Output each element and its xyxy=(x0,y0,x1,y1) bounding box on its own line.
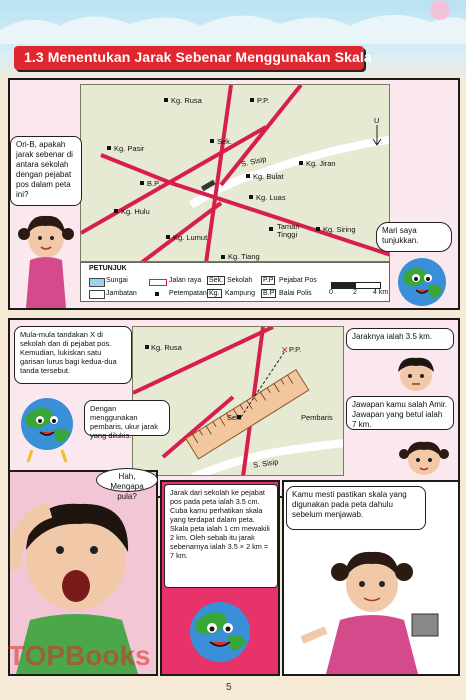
map-label-s-sisip: S. Sisip xyxy=(240,154,268,169)
map-label-kg-lumut: Kg. Lumut xyxy=(173,233,208,242)
legend-jambatan: Jambatan xyxy=(106,290,137,297)
map-label-kg-pasir: Kg. Pasir xyxy=(114,144,145,153)
speech-text-jawapan: Jawapan kamu salah Amir. Jawapan yang betul ialah 7 km. xyxy=(352,400,448,429)
map-label-kg-hulu: Kg. Hulu xyxy=(121,207,150,216)
page-number: 5 xyxy=(226,682,232,693)
speech-bubble-dengan xyxy=(84,400,170,440)
speech-text-mula: Mula-mula tandakan X di sekolah dan di pejabat pos. Kemudian, lukiskan satu garisan lurus bagi kedua-dua tanda tersebut. xyxy=(20,330,117,375)
speech-bubble-ori-b xyxy=(10,136,82,206)
speech-bubble-jarak-dari xyxy=(164,484,278,588)
girl-character-2 xyxy=(300,540,450,674)
speech-text-dengan: Dengan menggunakan pembaris, ukur jarak yang dilukis. xyxy=(90,404,158,440)
map2-label-pp: P.P. xyxy=(289,345,302,354)
scale-bar xyxy=(331,282,381,289)
girl-head-2 xyxy=(396,434,452,478)
legend-jalan-raya: Jalan raya xyxy=(169,277,202,284)
map-label-kg-luas: Kg. Luas xyxy=(256,193,286,202)
map2-label-s-sisip: S. Sisip xyxy=(252,457,279,470)
map-label-sek: Sek. xyxy=(217,137,233,146)
speech-text-ori-b: Ori-B, apakah jarak sebenar di antara sekolah dengan pejabat pos dalam peta ini? xyxy=(16,140,73,199)
legend-title: PETUNJUK xyxy=(89,265,127,272)
map-label-taman-tinggi: Taman Tinggi xyxy=(277,222,300,239)
globe-character-3 xyxy=(180,592,260,672)
legend-river-swatch xyxy=(89,278,105,287)
watermark-logo: TOPBooks xyxy=(8,640,151,671)
map2-label-kg-rusa: Kg. Rusa xyxy=(151,343,182,352)
map-label-bp: B.P. xyxy=(147,179,161,188)
map2-label-sek: Sek. xyxy=(227,413,243,422)
map-label-kg-bulat: Kg. Bulat xyxy=(253,172,284,181)
speech-bubble-jawapan xyxy=(346,396,454,430)
legend-sek-box: Sek. xyxy=(209,277,224,284)
speech-text-jaraknya: Jaraknya ialah 3.5 km. xyxy=(352,332,433,341)
speech-bubble-hah xyxy=(96,468,158,501)
cloud-decoration xyxy=(0,0,466,44)
speech-bubble-kamu-mesti xyxy=(286,486,426,530)
map-legend xyxy=(80,262,390,302)
scale-label-4: 4 km xyxy=(373,289,389,296)
north-arrow-label: U xyxy=(374,116,380,125)
legend-sungai: Sungai xyxy=(106,277,128,284)
scale-label-2: 2 xyxy=(353,289,357,296)
speech-bubble-mari xyxy=(376,222,452,252)
girl-character-1 xyxy=(10,208,82,308)
speech-text-kamu-mesti: Kamu mesti pastikan skala yang digunakan pada peta dahulu sebelum menjawab. xyxy=(292,490,407,519)
speech-text-jarak-dari: Jarak dari sekolah ke pejabat pos pada peta ialah 3.5 cm. Cuba kamu perhatikan skala yang terdapat dalam peta. Skala peta ialah 1 cm mewakili 2 km. Oleh sebab itu jarak sebenarnya ialah 3.5 × 2 km = 7 km. xyxy=(170,488,270,560)
legend-petempatan: Petempatan xyxy=(169,290,207,297)
svg-text:✕: ✕ xyxy=(281,345,289,355)
legend-sekolah: Sekolah xyxy=(227,277,253,284)
map-1 xyxy=(80,84,390,262)
map2-label-pembaris: Pembaris xyxy=(301,413,333,422)
section-title-bar xyxy=(14,46,372,70)
section-title: 1.3 Menentukan Jarak Sebenar Menggunakan Skala xyxy=(24,49,372,65)
legend-bp-box: B.P xyxy=(263,290,275,297)
legend-kg-box: Kg. xyxy=(209,290,220,297)
map-1-drawing xyxy=(81,85,390,262)
legend-balai-polis: Balai Polis xyxy=(279,290,312,297)
legend-pp-box: P.P xyxy=(263,277,274,284)
legend-pejabat-pos: Pejabat Pos xyxy=(279,277,317,284)
map-label-kg-rusa: Kg. Rusa xyxy=(171,96,202,105)
legend-road-swatch xyxy=(149,279,167,286)
globe-character-1 xyxy=(390,254,454,308)
scale-label-0: 0 xyxy=(329,289,333,296)
map-label-pp: P.P. xyxy=(257,96,270,105)
boy-head-1 xyxy=(388,352,444,392)
map-label-kg-siring: Kg. Siring xyxy=(323,225,356,234)
speech-text-hah: Hah, Mengapa pula? xyxy=(110,472,144,501)
globe-character-2 xyxy=(12,392,82,462)
legend-settlement-swatch xyxy=(155,292,159,296)
speech-bubble-jaraknya xyxy=(346,328,454,350)
legend-bridge-swatch xyxy=(89,290,105,299)
map-label-kg-jiran: Kg. Jiran xyxy=(306,159,336,168)
speech-bubble-mula xyxy=(14,326,132,384)
speech-text-mari: Mari saya tunjukkan. xyxy=(382,226,419,245)
legend-kampung: Kampung xyxy=(225,290,255,297)
map-label-kg-tiang: Kg. Tiang xyxy=(228,252,260,261)
